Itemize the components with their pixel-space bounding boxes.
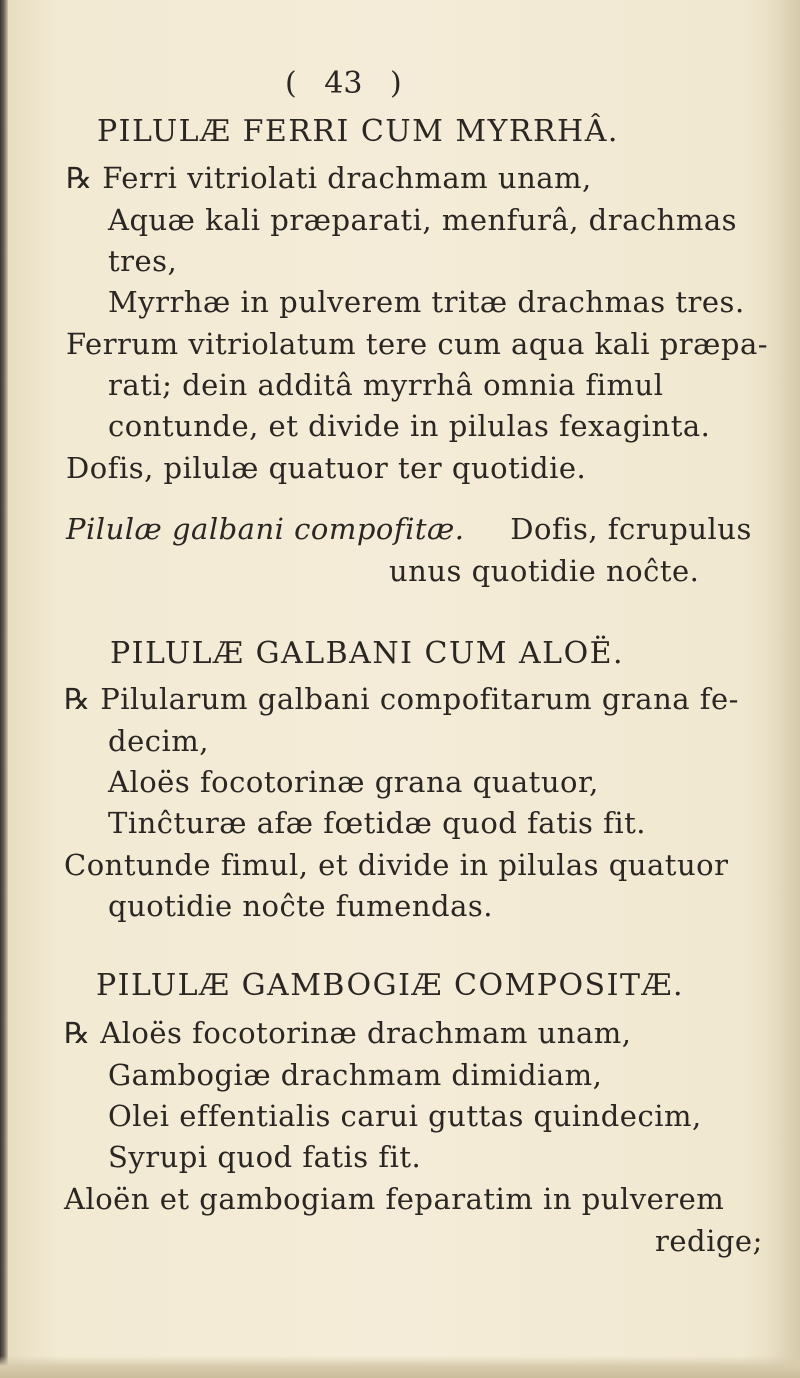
recipe-line: Myrrhæ in pulverem tritæ drachmas tres. <box>108 285 745 319</box>
page-shadow <box>770 0 800 1378</box>
note-line-2: unus quotidie noĉte. <box>389 554 700 588</box>
recipe-line: redige; <box>655 1224 763 1258</box>
recipe-line: Ferrum vitriolatum tere cum aqua kali præpa- <box>66 327 769 361</box>
section-heading-galbani: PILULÆ GALBANI CUM ALOË. <box>110 636 625 671</box>
note-dose: Dofis, fcrupulus <box>510 512 752 546</box>
page-number: ( 43 ) <box>285 66 402 101</box>
recipe-line: Olei effentialis carui guttas quindecim, <box>108 1099 702 1133</box>
recipe-line: ℞ Aloës focotorinæ drachmam unam, <box>64 1016 632 1050</box>
recipe-line: Gambogiæ drachmam dimidiam, <box>108 1058 603 1092</box>
recipe-line: ℞ Ferri vitriolati drachmam unam, <box>66 161 592 195</box>
recipe-line: ℞ Pilularum galbani compofitarum grana fe- <box>64 682 739 716</box>
recipe-line: tres, <box>108 244 178 278</box>
note-title: Pilulæ galbani compofitæ. <box>66 512 465 546</box>
section-heading-gambogiae: PILULÆ GAMBOGIÆ COMPOSITÆ. <box>96 968 685 1003</box>
recipe-line: Contunde fimul, et divide in pilulas quatuor <box>64 848 729 882</box>
recipe-line: Dofis, pilulæ quatuor ter quotidie. <box>66 451 587 485</box>
recipe-line: Aloës focotorinæ grana quatuor, <box>108 765 599 799</box>
recipe-line: decim, <box>108 724 209 758</box>
recipe-line: rati; dein additâ myrrhâ omnia fimul <box>108 368 664 402</box>
page-binding-edge <box>0 0 8 1378</box>
recipe-line: quotidie noĉte fumendas. <box>108 889 493 923</box>
section-heading-ferri: PILULÆ FERRI CUM MYRRHÂ. <box>97 114 619 149</box>
recipe-line: Aquæ kali præparati, menfurâ, drachmas <box>108 203 737 237</box>
recipe-line: Tinĉturæ afæ fœtidæ quod fatis fit. <box>108 806 646 840</box>
note-line <box>66 512 752 546</box>
page-bottom-edge <box>0 1356 800 1378</box>
recipe-line: Aloën et gambogiam feparatim in pulverem <box>64 1182 725 1216</box>
recipe-line: Syrupi quod fatis fit. <box>108 1140 422 1174</box>
recipe-line: contunde, et divide in pilulas fexaginta. <box>108 409 711 443</box>
